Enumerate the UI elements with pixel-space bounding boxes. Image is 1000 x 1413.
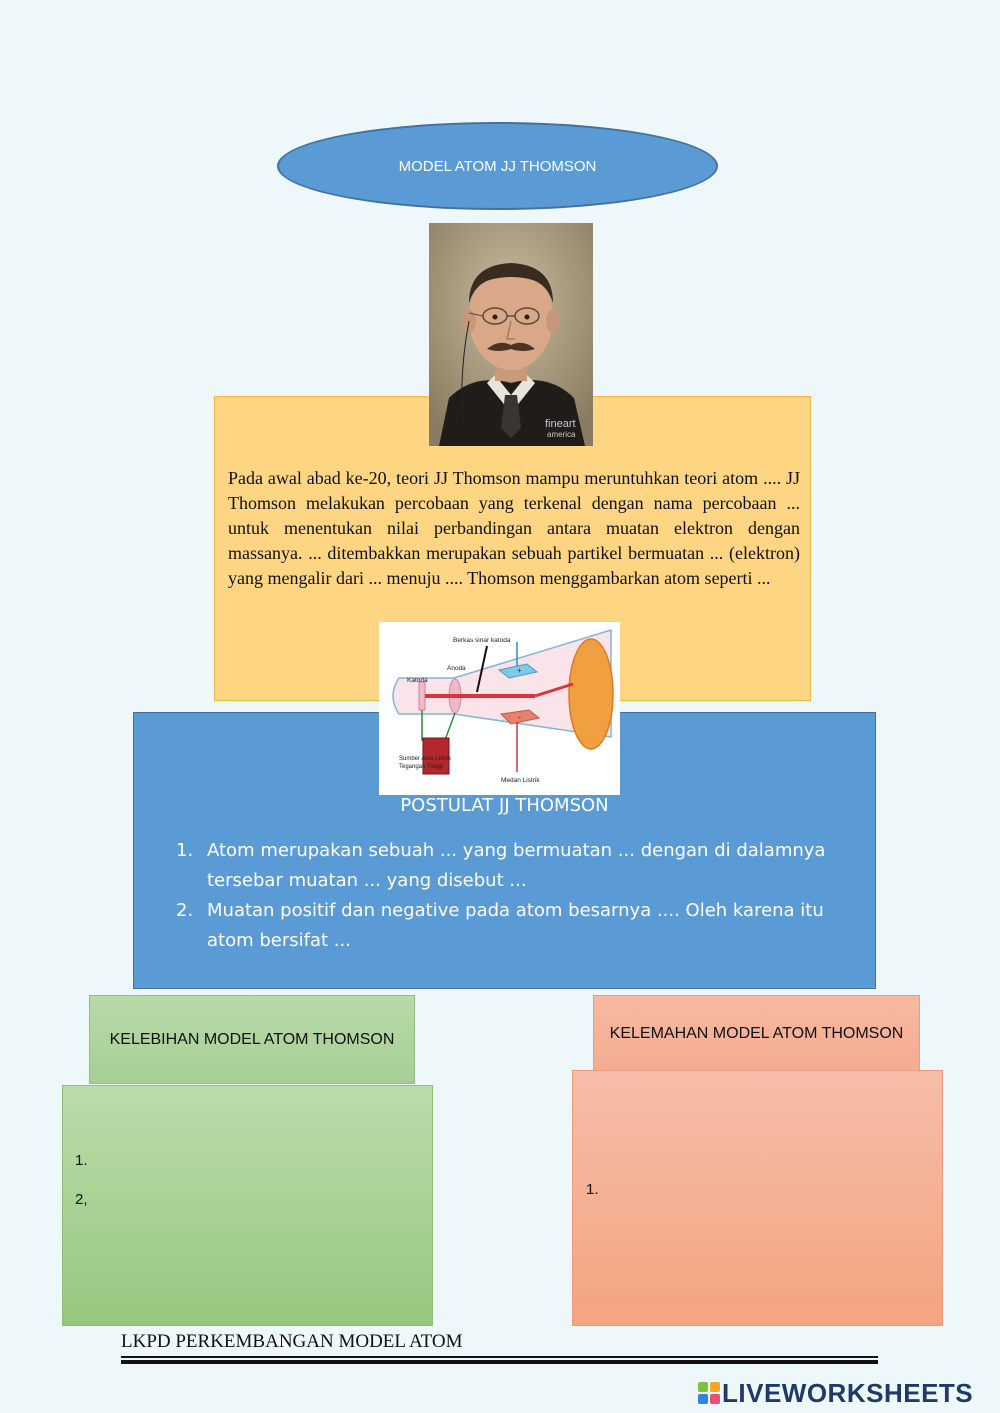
kelemahan-answer-box[interactable] [572,1070,943,1326]
label-cathode-beam: Berkas sinar katoda [453,637,511,644]
fluorescent-screen [569,639,613,749]
watermark-line2: america [547,430,576,439]
label-anode: Anoda [447,665,466,672]
liveworksheets-logo-icon [698,1382,720,1404]
footer-title: LKPD PERKEMBANGAN MODEL ATOM [121,1331,463,1352]
portrait-illustration [429,223,593,446]
postulat-title: POSTULAT JJ THOMSON [400,795,609,816]
plus-sign: + [517,666,522,675]
cathode-plate [419,682,425,710]
postulat-item [176,896,856,956]
kelemahan-line-1: 1. [586,1181,599,1198]
liveworksheets-brand[interactable] [698,1378,973,1408]
thomson-portrait [429,223,593,446]
footer-divider-thick [121,1360,878,1364]
minus-sign: - [518,712,521,722]
cathode-beam [425,694,535,698]
label-cathode: Katoda [407,677,428,684]
kelebihan-line-1: 1. [75,1152,88,1169]
postulat-item-number: 1. [176,840,194,861]
postulat-list [176,836,856,956]
label-source-1: Sumber Arus Listrik [399,756,452,762]
kelebihan-answer-box[interactable] [62,1085,433,1326]
kelemahan-header [593,995,920,1072]
kelemahan-header-label: KELEMAHAN MODEL ATOM THOMSON [609,1024,904,1042]
page-title: MODEL ATOM JJ THOMSON [398,157,597,175]
postulat-item-text: Muatan positif dan negative pada atom besarnya .... Oleh karena itu atom bersifat ... [207,900,824,951]
label-source-2: Tegangan Tinggi [399,764,444,770]
footer-divider [121,1356,878,1358]
postulat-item [176,836,856,896]
intro-paragraph: Pada awal abad ke-20, teori JJ Thomson mampu meruntuhkan teori atom .... JJ Thomson melakukan percobaan yang terkenal dengan nama percobaan ... untuk menentukan nilai perbandingan antara muatan elektron dengan massanya. ... ditembakkan merupakan sebuah partikel bermuatan ... (elektron) yang mengalir dari ... menuju .... Thomson menggambarkan atom seperti ... [228,468,800,588]
kelebihan-header [89,995,415,1084]
postulat-item-number: 2. [176,900,194,921]
kelebihan-header-label: KELEBIHAN MODEL ATOM THOMSON [109,1030,395,1048]
cathode-ray-diagram [379,622,620,795]
kelebihan-line-2: 2, [75,1191,88,1208]
label-field: Medan Listrik [501,777,540,784]
cathode-ray-tube-illustration [379,622,620,795]
title-ellipse [277,122,718,210]
brand-name: LIVEWORKSHEETS [722,1377,974,1408]
watermark-line1: fineart [545,418,576,430]
postulat-item-text: Atom merupakan sebuah ... yang bermuatan ... dengan di dalamnya tersebar muatan ... yang disebut ... [207,840,826,891]
